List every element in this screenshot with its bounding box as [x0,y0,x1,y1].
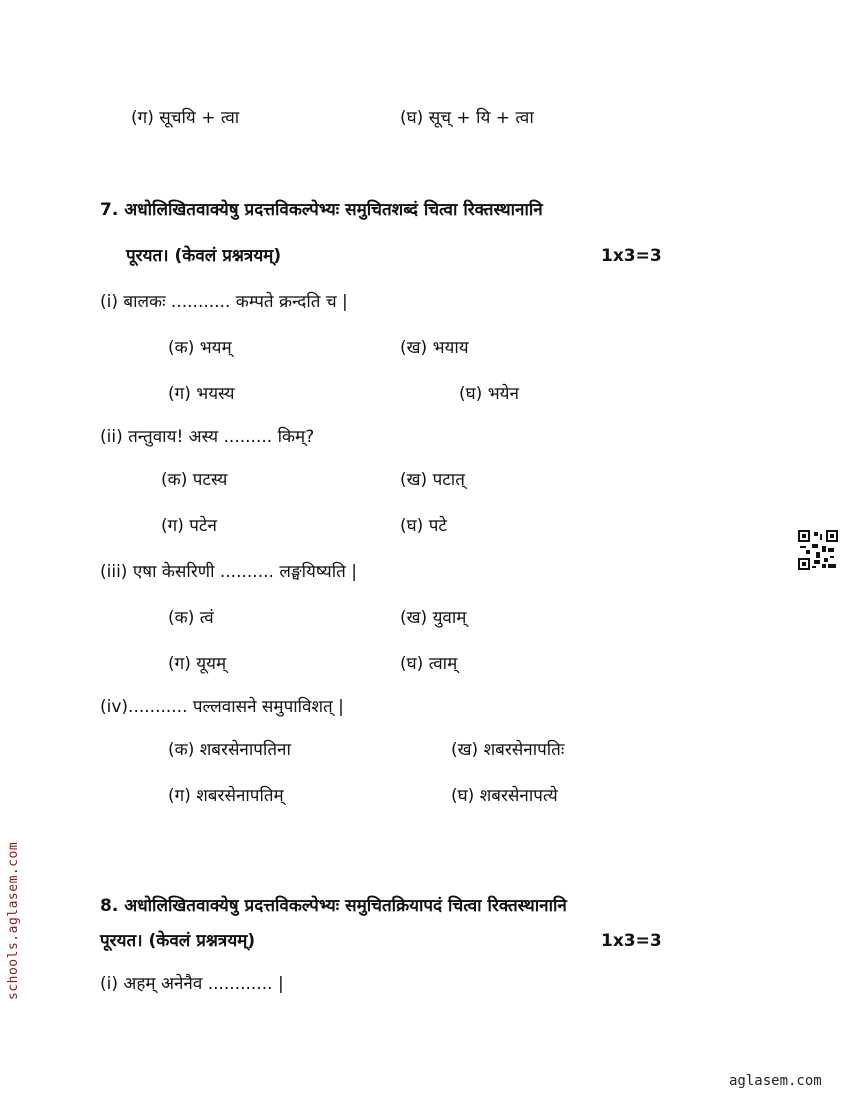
qr-code-icon [798,530,838,570]
q7-item-2-option-gha: (घ) पटे [400,516,447,536]
q7-item-4-option-ga: (ग) शबरसेनापतिम् [168,786,284,806]
q7-item-3: (iii) एषा केसरिणी .......... लङ्घयिष्यति | [100,562,357,582]
q7-item-4-option-kha: (ख) शबरसेनापतिः [451,740,565,760]
prev-option-ga: (ग) सूचयि + त्वा [131,108,240,128]
q7-item-3-option-ka: (क) त्वं [168,608,214,628]
q8-marks: 1x3=3 [601,931,662,951]
q7-item-2: (ii) तन्तुवाय! अस्य ......... किम्? [100,427,315,447]
q8-heading: 8. अधोलिखितवाक्येषु प्रदत्तविकल्पेभ्यः समुचितक्रियापदं चित्वा रिक्तस्थानानि [100,896,567,916]
q8-item-1: (i) अहम् अनेनैव ............ | [100,974,284,994]
q7-item-3-option-ga: (ग) यूयम् [168,654,227,674]
q7-item-2-option-kha: (ख) पटात् [400,470,465,490]
q7-item-1-option-ka: (क) भयम् [168,338,232,358]
q7-item-1: (i) बालकः ........... कम्पते क्रन्दति च | [100,292,348,312]
footer-watermark: aglasem.com [729,1073,822,1089]
q7-item-1-option-kha: (ख) भयाय [400,338,469,358]
prev-option-gha: (घ) सूच् + यि + त्वा [400,108,534,128]
side-watermark: schools.aglasem.com [6,841,21,1000]
q7-heading: 7. अधोलिखितवाक्येषु प्रदत्तविकल्पेभ्यः समुचितशब्दं चित्वा रिक्तस्थानानि [100,200,543,220]
q7-item-1-option-gha: (घ) भयेन [459,384,519,404]
q7-item-2-option-ga: (ग) पटेन [161,516,217,536]
q7-item-1-option-ga: (ग) भयस्य [168,384,235,404]
q7-item-4-option-ka: (क) शबरसेनापतिना [168,740,291,760]
q7-heading-continued: पूरयत। (केवलं प्रश्नत्रयम्) [126,246,282,266]
q7-item-2-option-ka: (क) पटस्य [161,470,228,490]
q7-item-4-option-gha: (घ) शबरसेनापत्ये [451,786,558,806]
q7-marks: 1x3=3 [601,246,662,266]
q7-item-3-option-gha: (घ) त्वाम् [400,654,458,674]
q7-item-4: (iv)........... पल्लवासने समुपाविशत् | [100,697,344,717]
q7-item-3-option-kha: (ख) युवाम् [400,608,467,628]
q8-heading-continued: पूरयत। (केवलं प्रश्नत्रयम्) [100,931,256,951]
